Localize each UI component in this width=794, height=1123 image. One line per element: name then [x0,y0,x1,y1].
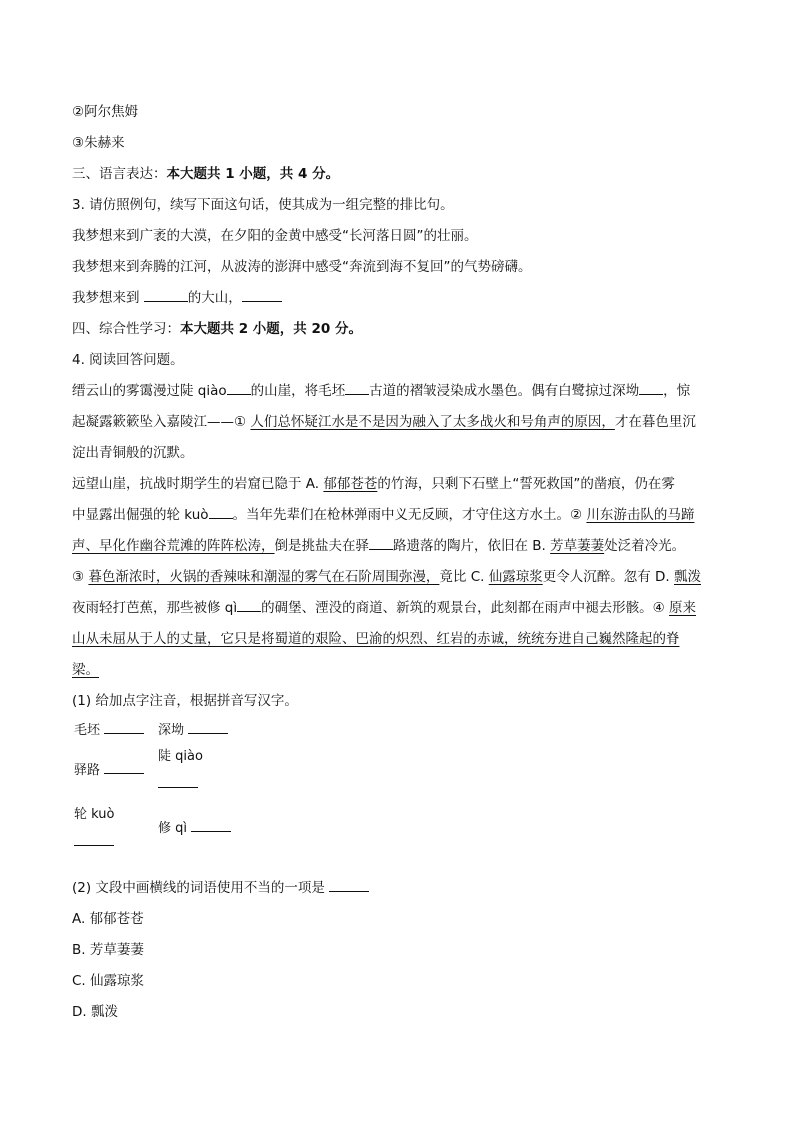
sub-question-2-text: (2) 文段中画横线的词语使用不当的一项是 [72,880,330,896]
answer-blank[interactable] [242,287,282,302]
shenao-item [158,719,228,741]
choice-a[interactable]: A. 郁郁苍苍 [72,911,144,927]
underlined-sentence-3: 暮色渐浓时，火锅的香辣味和潮湿的雾气在石阶周围弥漫， [88,569,440,585]
exam-page [72,97,732,1028]
passage-text: 更令人沉醉。忽有 D. [542,569,674,585]
underlined-sentence-2: 川东游击队的马蹄 [586,507,695,523]
passage-text: 竟比 C. [439,569,489,585]
lunkuo-item [74,805,114,825]
section-4-header [72,314,732,345]
underlined-sentence-4: 梁。 [72,662,99,678]
yilu-item [74,759,144,781]
answer-blank[interactable] [191,817,231,832]
answer-blank[interactable] [104,759,144,774]
passage-text: 。当年先辈们在枪林弹雨中义无反顾，才守住这方水土。② [232,507,587,523]
passage-text: 古道的褶皱浸染成水墨色。偶有白鹭掠过深坳 [369,383,640,399]
passage-text: 缙云山的雾霭漫过陡 qiào [72,383,227,399]
fill-text-a: 我梦想来到 [72,290,144,306]
fill-text-b: 的大山， [187,290,242,306]
term-label: 毛坯 [74,723,101,738]
answer-blank[interactable] [74,831,114,846]
answer-blank[interactable] [227,380,251,395]
section-3-info: 本大题共 1 小题，共 4 分。 [166,166,340,182]
passage-text: ，惊 [663,383,691,399]
choice-c[interactable]: C. 仙露琼浆 [72,973,145,989]
answer-blank[interactable] [237,597,261,612]
passage-text: 的碉堡、湮没的商道、新筑的观景台，此刻都在雨声中褪去形骸。④ [261,600,670,616]
sub-question-1: (1) 给加点字注音，根据拼音写汉字。 [72,693,298,709]
answer-blank[interactable] [369,535,393,550]
section-3-title: 三、语言表达： [72,166,167,182]
answer-blank[interactable] [158,773,198,788]
underlined-sentence-2: 声、早化作幽谷荒滩的阵阵松涛， [72,538,275,554]
option-2: ②阿尔焦姆 [72,104,139,120]
sub-question-2 [72,873,732,904]
maopi-item [74,719,144,741]
lunkuo-blank [74,831,114,853]
answer-blank[interactable] [209,504,233,519]
underlined-sentence-4: 山从未屈从于人的丈量，它只是将蜀道的艰险、巴渝的炽烈、红岩的赤诚，统统夯进自己巍然隆起的脊 [72,631,680,647]
term-label: 陡 qiào [158,749,203,764]
term-label: 深坳 [158,723,185,738]
passage-text: 处泛着冷光。 [604,538,686,554]
passage-text: 的山崖，将毛坯 [250,383,346,399]
passage-text: 夜雨轻打芭蕉，那些被修 qì [72,600,238,616]
option-3: ③朱赫来 [72,135,125,151]
passage-text: 淀出青铜般的沉默。 [72,445,194,461]
answer-blank[interactable] [329,877,369,892]
fill-sentence [72,283,732,314]
underlined-word-a: 郁郁苍苍 [323,476,378,492]
passage-text: 路遗落的陶片，依旧在 B. [393,538,551,554]
pinyin-answer-grid [72,717,732,873]
underlined-word-d: 瓢泼 [674,569,701,585]
answer-blank[interactable] [188,719,228,734]
douqiao-blank [158,773,198,795]
passage-paragraph-1 [72,376,732,469]
answer-blank[interactable] [639,380,663,395]
answer-blank[interactable] [144,287,188,302]
term-label: 驿路 [74,763,101,778]
answer-blank[interactable] [345,380,369,395]
question-3: 3. 请仿照例句，续写下面这句话，使其成为一组完整的排比句。 [72,197,454,213]
underlined-word-b: 芳草萋萋 [550,538,605,554]
passage-text: 远望山崖，抗战时期学生的岩窟已隐于 A. [72,476,324,492]
answer-blank[interactable] [104,719,144,734]
section-4-title: 四、综合性学习： [72,321,180,337]
term-label: 轮 kuò [74,807,115,822]
example-sentence-1: 我梦想来到广袤的大漠，在夕阳的金黄中感受“长河落日圆”的壮丽。 [72,228,478,244]
passage-text: 倒是挑盐夫在驿 [274,538,369,554]
term-label: 修 qì [158,821,187,836]
passage-paragraph-2 [72,469,732,686]
choice-d[interactable]: D. 瓢泼 [72,1004,118,1020]
passage-text: 才在暮色里沉 [614,414,696,430]
passage-text: 起凝露簌簌坠入嘉陵江——① [72,414,251,430]
douqiao-item [158,747,203,767]
section-4-info: 本大题共 2 小题，共 20 分。 [180,321,362,337]
question-4: 4. 阅读回答问题。 [72,352,184,368]
xiuqi-item [158,817,231,839]
underlined-sentence-4: 原来 [669,600,697,616]
underlined-sentence-1: 人们总怀疑江水是不是因为融入了太多战火和号角声的原因， [250,414,615,430]
choice-b[interactable]: B. 芳草萋萋 [72,942,144,958]
section-3-header [72,159,732,190]
passage-text: 的竹海，只剩下石壁上“誓死救国”的凿痕，仍在雾 [377,476,675,492]
passage-text: 中显露出倔强的轮 kuò [72,507,209,523]
example-sentence-2: 我梦想来到奔腾的江河，从波涛的澎湃中感受“奔流到海不复回”的气势磅礴。 [72,259,532,275]
underlined-word-c: 仙露琼浆 [488,569,543,585]
passage-text: ③ [72,569,89,585]
